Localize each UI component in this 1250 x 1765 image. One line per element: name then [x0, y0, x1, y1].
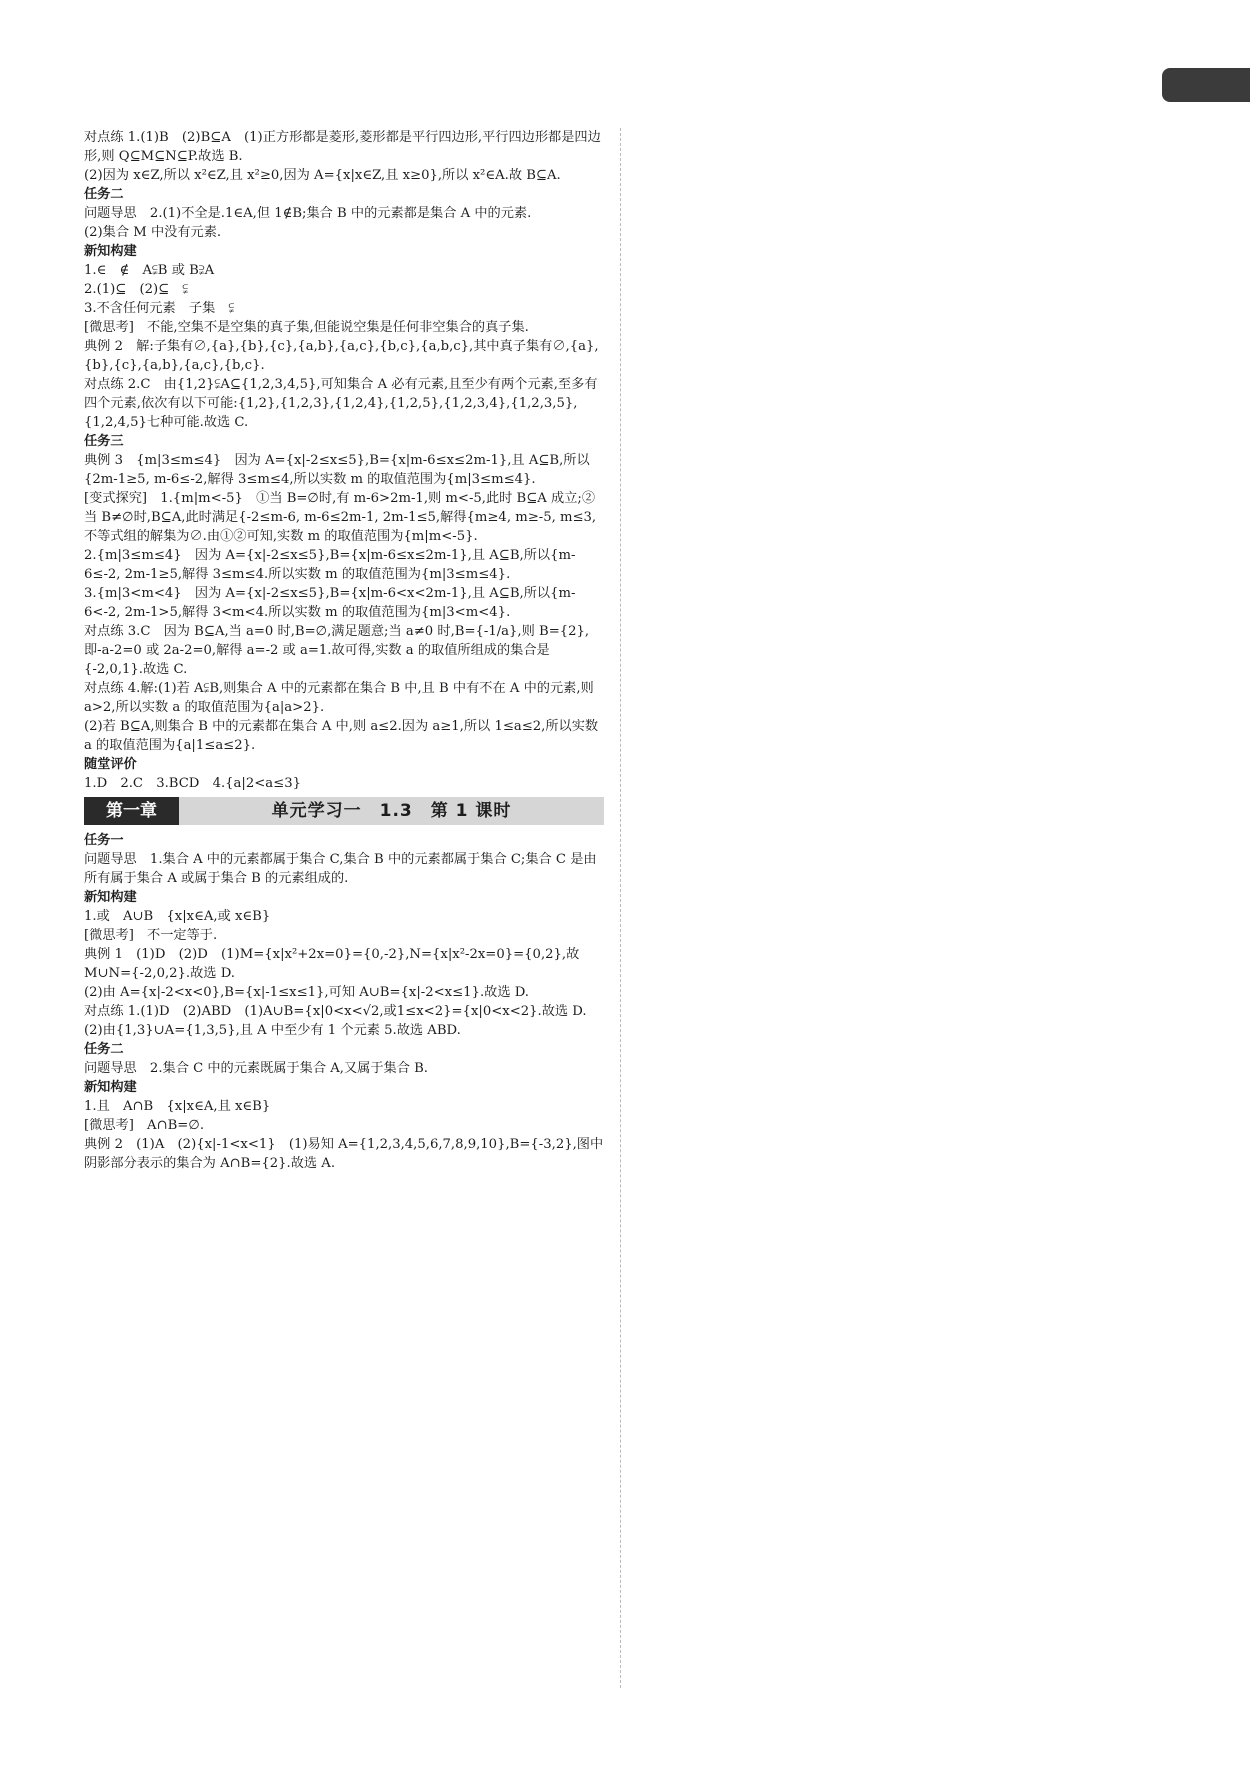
section-heading: 随堂评价 [84, 757, 137, 772]
answer-line: [微思考] A∩B=∅. [84, 1118, 205, 1133]
section-heading: 任务三 [84, 434, 124, 449]
answer-line: 1.且 A∩B {x|x∈A,且 x∈B} [84, 1099, 271, 1114]
answer-line: 问题导思 2.(1)不全是.1∈A,但 1∉B;集合 B 中的元素都是集合 A 中的元素. [84, 206, 532, 221]
section-title: 单元学习一 1.3 第 1 课时 [271, 800, 512, 821]
answer-line: 对点练 4.解:(1)若 A⫋B,则集合 A 中的元素都在集合 B 中,且 B 中有不在 A 中的元素,则 a>2,所以实数 a 的取值范围为{a|a>2}. [84, 681, 598, 715]
section-heading: 任务二 [84, 1042, 124, 1057]
answer-line: 典例 3 {m|3≤m≤4} 因为 A={x|-2≤x≤5},B={x|m-6≤x≤2m-1},且 A⊆B,所以{2m-1≥5, m-6≤-2,解得 3≤m≤4,所以实数 m 的取值范围为{m|3≤m≤4}. [84, 453, 590, 487]
answer-line: 3.{m|3<m<4} 因为 A={x|-2≤x≤5},B={x|m-6<x<2m-1},且 A⊆B,所以{m-6<-2, 2m-1>5,解得 3<m<4.所以实数 m 的取值范围为{m|3<m<4}. [84, 586, 576, 620]
answer-line: [微思考] 不一定等于. [84, 928, 218, 943]
section-banner [84, 797, 604, 825]
answer-line: 2.(1)⊆ (2)⊆ ⫋ [84, 282, 189, 297]
section-heading: 任务二 [84, 187, 124, 202]
section-heading: 新知构建 [84, 1080, 137, 1095]
header-tab-decoration [1162, 68, 1250, 102]
answer-line: (2)集合 M 中没有元素. [84, 225, 222, 240]
answer-line: [变式探究] 1.{m|m<-5} ①当 B=∅时,有 m-6>2m-1,则 m<-5,此时 B⊆A 成立;②当 B≠∅时,B⊆A,此时满足{-2≤m-6, m-6≤2m-1, 2m-1≤5,解得{m≥4, m≥-5, m≤3,不等式组的解集为∅.由①②可知,实数 m 的取值范围为{m|m<-5}. [84, 491, 597, 544]
answer-line: 问题导思 1.集合 A 中的元素都属于集合 C,集合 B 中的元素都属于集合 C;集合 C 是由所有属于集合 A 或属于集合 B 的元素组成的. [84, 852, 597, 886]
answer-line: 问题导思 2.集合 C 中的元素既属于集合 A,又属于集合 B. [84, 1061, 428, 1076]
answer-line: 典例 1 (1)D (2)D (1)M={x|x²+2x=0}={0,-2},N={x|x²-2x=0}={0,2},故 M∪N={-2,0,2}.故选 D. [84, 947, 584, 981]
column-divider [620, 128, 621, 1688]
page-header [868, 66, 878, 101]
section-heading: 新知构建 [84, 244, 137, 259]
section-heading: 新知构建 [84, 890, 137, 905]
answer-line: (2)由{1,3}∪A={1,3,5},且 A 中至少有 1 个元素 5.故选 ABD. [84, 1023, 461, 1038]
answer-line: 1.或 A∪B {x|x∈A,或 x∈B} [84, 909, 271, 924]
answer-line: (2)因为 x∈Z,所以 x²∈Z,且 x²≥0,因为 A={x|x∈Z,且 x≥0},所以 x²∈A.故 B⊆A. [84, 168, 561, 183]
left-column [84, 128, 604, 1173]
answer-line: (2)由 A={x|-2<x<0},B={x|-1≤x≤1},可知 A∪B={x|-2<x≤1}.故选 D. [84, 985, 529, 1000]
answer-line: 1.D 2.C 3.BCD 4.{a|2<a≤3} [84, 776, 301, 791]
answer-line: 3.不含任何元素 子集 ⫋ [84, 301, 235, 316]
chapter-label: 第一章 [84, 797, 179, 825]
answer-line: 典例 2 解:子集有∅,{a},{b},{c},{a,b},{a,c},{b,c},{a,b,c},其中真子集有∅,{a},{b},{c},{a,b},{a,c},{b,c}. [84, 339, 599, 373]
answer-line: 2.{m|3≤m≤4} 因为 A={x|-2≤x≤5},B={x|m-6≤x≤2m-1},且 A⊆B,所以{m-6≤-2, 2m-1≥5,解得 3≤m≤4.所以实数 m 的取值范围为{m|3≤m≤4}. [84, 548, 576, 582]
answer-line: 1.∈ ∉ A⫋B 或 B⫌A [84, 263, 215, 278]
answer-line: 对点练 1.(1)D (2)ABD (1)A∪B={x|0<x<√2,或1≤x<2}={x|0<x<2}.故选 D. [84, 1004, 587, 1019]
answer-line: 典例 2 (1)A (2){x|-1<x<1} (1)易知 A={1,2,3,4,5,6,7,8,9,10},B={-3,2},图中阴影部分表示的集合为 A∩B={2}.故选 A. [84, 1137, 604, 1171]
answer-line: (2)若 B⊆A,则集合 B 中的元素都在集合 A 中,则 a≤2.因为 a≥1,所以 1≤a≤2,所以实数 a 的取值范围为{a|1≤a≤2}. [84, 719, 603, 753]
answer-line: 对点练 2.C 由{1,2}⫋A⊆{1,2,3,4,5},可知集合 A 必有元素,且至少有两个元素,至多有四个元素,依次有以下可能:{1,2},{1,2,3},{1,2,4},{1,2,5},{1,2,3,4},{1,2,3,5},{1,2,4,5}七种可能.故选 C. [84, 377, 598, 430]
answer-line: [微思考] 不能,空集不是空集的真子集,但能说空集是任何非空集合的真子集. [84, 320, 529, 335]
section-heading: 任务一 [84, 833, 124, 848]
answer-line: 对点练 3.C 因为 B⊆A,当 a=0 时,B=∅,满足题意;当 a≠0 时,B={-1/a},则 B={2},即-a-2=0 或 2a-2=0,解得 a=-2 或 a=1.故可得,实数 a 的取值所组成的集合是{-2,0,1}.故选 C. [84, 624, 590, 677]
answer-line: 对点练 1.(1)B (2)B⊆A (1)正方形都是菱形,菱形都是平行四边形,平行四边形都是四边形,则 Q⊆M⊆N⊆P.故选 B. [84, 130, 601, 164]
